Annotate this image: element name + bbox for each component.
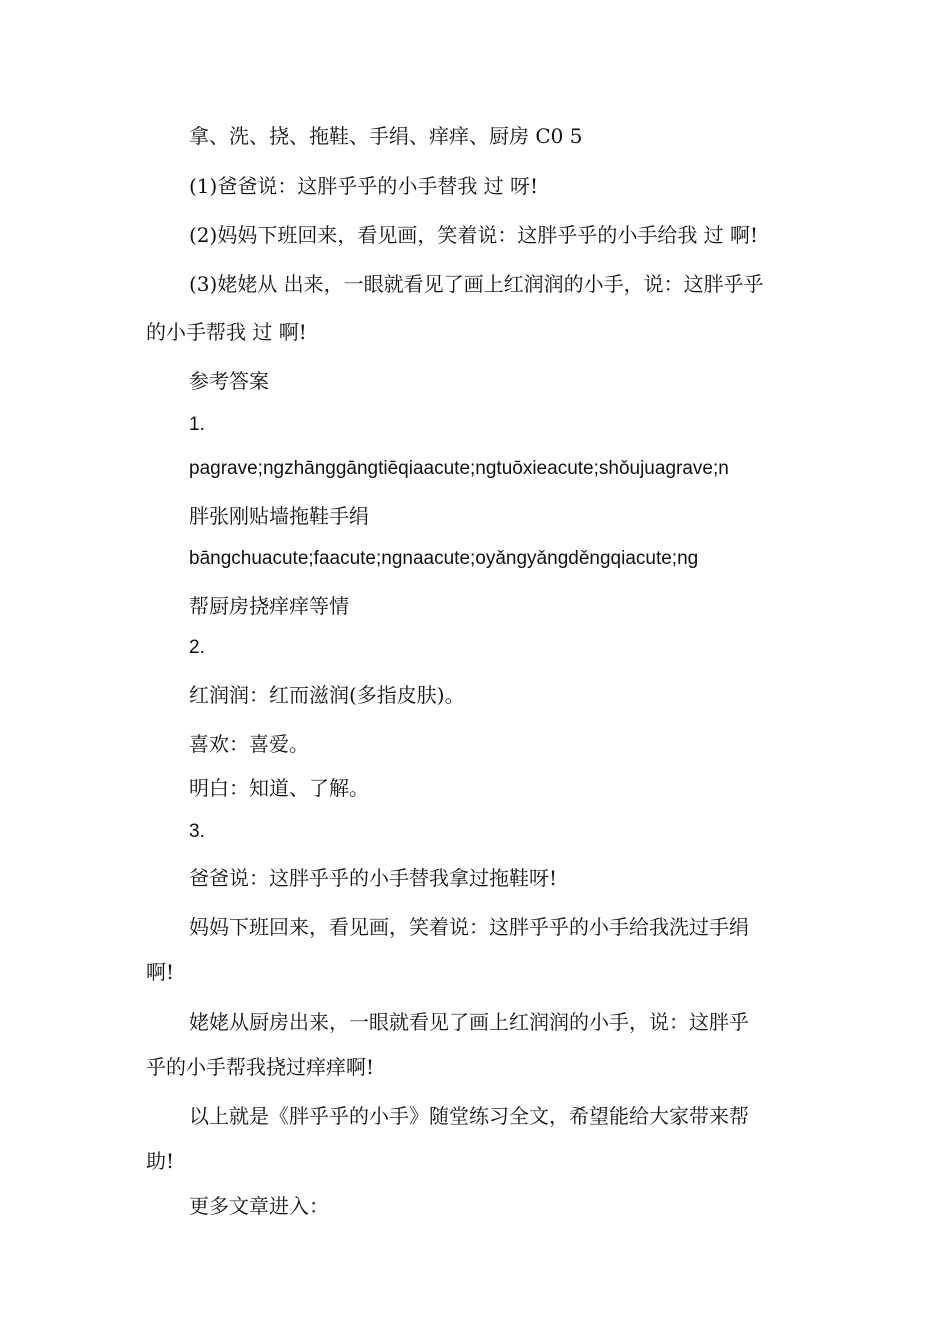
exercise-line-2: (2)妈妈下班回来，看见画，笑着说：这胖乎乎的小手给我 过 啊!: [189, 223, 759, 247]
answer-sentence-2: 妈妈下班回来，看见画，笑着说：这胖乎乎的小手给我洗过手绢: [189, 915, 749, 939]
characters-line-1: 胖张刚贴墙拖鞋手绢: [189, 504, 369, 528]
pinyin-line-2: bāngchuacute;faacute;ngnaacute;oyǎngyǎngděngqiacute;ng: [189, 548, 699, 569]
answer-sentence-3-continued: 乎的小手帮我挠过痒痒啊!: [146, 1055, 375, 1079]
vocab-list-line: 拿、洗、挠、拖鞋、手绢、痒痒、厨房 C0 5: [189, 124, 583, 148]
answer-sentence-1: 爸爸说：这胖乎乎的小手替我拿过拖鞋呀!: [189, 866, 558, 890]
closing-line-continued: 助!: [146, 1149, 175, 1173]
more-articles-link[interactable]: 更多文章进入：: [189, 1194, 329, 1218]
answer-sentence-2-continued: 啊!: [146, 960, 175, 984]
pinyin-line-1: pagrave;ngzhānggāngtiēqiaacute;ngtuōxieacute;shǒujuagrave;n: [189, 458, 729, 479]
definition-mingbai: 明白：知道、了解。: [189, 776, 369, 800]
exercise-line-3-continued: 的小手帮我 过 啊!: [146, 320, 307, 344]
closing-line: 以上就是《胖乎乎的小手》随堂练习全文，希望能给大家带来帮: [189, 1104, 749, 1128]
answer-number-3: 3.: [189, 821, 205, 842]
exercise-line-1: (1)爸爸说：这胖乎乎的小手替我 过 呀!: [189, 174, 539, 198]
answer-number-1: 1.: [189, 414, 205, 435]
exercise-line-3: (3)姥姥从 出来，一眼就看见了画上红润润的小手，说：这胖乎乎: [189, 272, 764, 296]
definition-xihuan: 喜欢：喜爱。: [189, 732, 309, 756]
definition-hongrunrun: 红润润：红而滋润(多指皮肤)。: [189, 683, 465, 707]
characters-line-2: 帮厨房挠痒痒等情: [189, 594, 349, 618]
answers-heading: 参考答案: [189, 369, 269, 393]
answer-number-2: 2.: [189, 637, 205, 658]
answer-sentence-3: 姥姥从厨房出来，一眼就看见了画上红润润的小手，说：这胖乎: [189, 1010, 749, 1034]
